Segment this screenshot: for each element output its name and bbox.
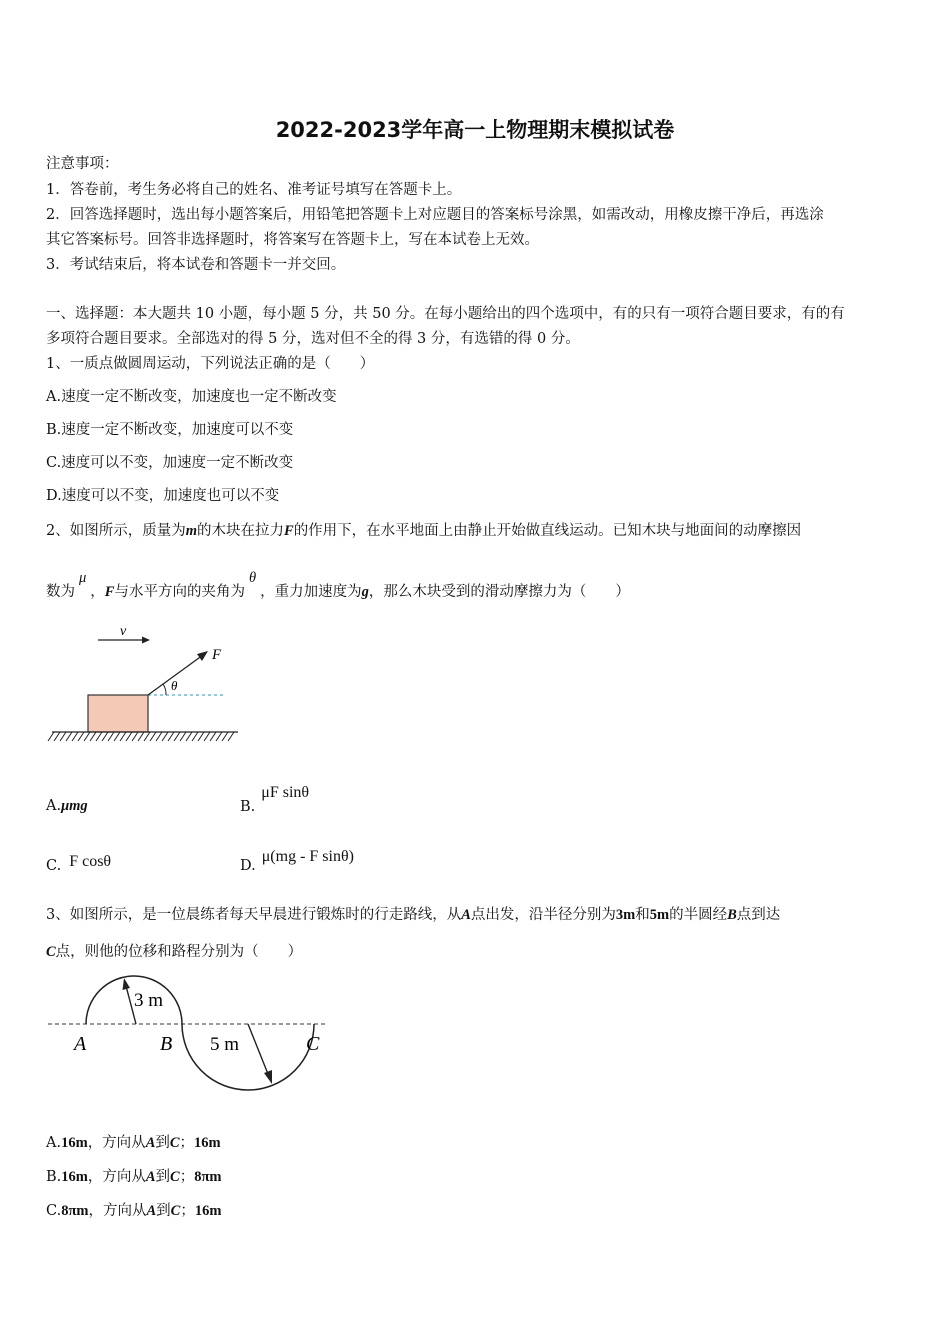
radius-arrowhead-large — [264, 1070, 272, 1084]
point-b: B — [727, 907, 737, 923]
angle-arc — [163, 684, 166, 695]
option-label: A. — [46, 798, 62, 814]
displacement: 16m — [61, 1135, 88, 1151]
hatch-stroke — [150, 732, 156, 741]
hatch-stroke — [138, 732, 144, 741]
hatch-stroke — [78, 732, 84, 741]
hatch-stroke — [48, 732, 54, 741]
point-c: C — [46, 944, 56, 960]
hatch-stroke — [102, 732, 108, 741]
path-length: 16m — [194, 1203, 222, 1219]
stem-text: 点出发，沿半径分别为 — [470, 907, 616, 923]
hatch-stroke — [84, 732, 90, 741]
hatch-stroke — [132, 732, 138, 741]
path-length: 16m — [194, 1135, 221, 1151]
stem-text: ，那么木块受到的滑动摩擦力为（ ） — [368, 584, 630, 600]
hatch-stroke — [90, 732, 96, 741]
option-text: 到 — [155, 1169, 171, 1185]
to-point: C — [170, 1169, 180, 1185]
option-text: ，方向从 — [87, 1169, 146, 1185]
semicircle-path-diagram — [40, 960, 340, 1095]
section-instructions: 多项符合题目要求。全部选对的得 5 分，选对但不全的得 3 分，有选错的得 0 分。 — [46, 331, 580, 347]
question-3-option-c — [46, 1199, 221, 1220]
symbol-F: F — [104, 584, 115, 600]
path-length: 8πm — [194, 1169, 222, 1185]
radius-small: 3m — [615, 907, 636, 923]
stem-text: 的木块在拉力 — [197, 523, 285, 539]
hatch-stroke — [168, 732, 174, 741]
option-value: F cosθ — [69, 853, 112, 870]
option-label: C. — [46, 858, 62, 874]
point-a-label: A — [74, 1033, 87, 1055]
ground-hatching — [48, 732, 234, 741]
stem-text: 点到达 — [736, 907, 781, 923]
from-point: A — [145, 1169, 156, 1185]
question-2-stem-line1 — [46, 519, 801, 540]
question-3-stem-line2 — [46, 940, 302, 961]
velocity-label: v — [120, 624, 127, 639]
symbol-g: g — [361, 584, 369, 600]
hatch-stroke — [222, 732, 228, 741]
option-label: C. — [46, 1203, 62, 1219]
question-1-option-b: B.速度一定不断改变，加速度可以不变 — [46, 422, 294, 438]
option-label: B. — [240, 799, 256, 815]
large-radius-label: 5 m — [210, 1034, 240, 1055]
force-label: F — [212, 647, 222, 663]
stem-text: 3、如图所示，是一位晨练者每天早晨进行锻炼时的行走路线，从 — [46, 907, 462, 923]
hatch-stroke — [228, 732, 234, 741]
wooden-block — [88, 695, 148, 732]
angle-label: θ — [171, 678, 178, 693]
hatch-stroke — [126, 732, 132, 741]
hatch-stroke — [210, 732, 216, 741]
option-value: μ(mg - F sinθ) — [261, 848, 354, 865]
option-text: ； — [179, 1135, 195, 1151]
hatch-stroke — [66, 732, 72, 741]
option-value: μmg — [61, 798, 88, 814]
question-1-option-d: D.速度可以不变，加速度也可以不变 — [46, 488, 280, 504]
option-label: D. — [240, 858, 256, 874]
hatch-stroke — [60, 732, 66, 741]
question-2-option-b — [240, 784, 310, 816]
option-label: A. — [46, 1135, 62, 1151]
radius-large: 5m — [649, 907, 670, 923]
notice-item: 2．回答选择题时，选出每小题答案后，用铅笔把答题卡上对应题目的答案标号涂黑，如需改动，用橡皮擦干净后，再选涂 — [46, 207, 824, 223]
option-text: 到 — [155, 1135, 170, 1151]
symbol-theta: θ — [248, 570, 257, 586]
option-value: μF sinθ — [261, 784, 310, 801]
to-point: C — [170, 1203, 181, 1219]
displacement: 16m — [61, 1169, 88, 1185]
hatch-stroke — [198, 732, 204, 741]
hatch-stroke — [156, 732, 162, 741]
hatch-stroke — [174, 732, 180, 741]
stem-text: 的半圆经 — [669, 907, 728, 923]
question-3-option-a — [46, 1131, 221, 1152]
hatch-stroke — [162, 732, 168, 741]
velocity-arrowhead — [142, 637, 150, 644]
hatch-stroke — [144, 732, 150, 741]
from-point: A — [145, 1135, 156, 1151]
notice-item: 其它答案标号。回答非选择题时，将答案写在答题卡上，写在本试卷上无效。 — [46, 232, 539, 248]
hatch-stroke — [180, 732, 186, 741]
hatch-stroke — [114, 732, 120, 741]
symbol-m: m — [185, 523, 198, 539]
stem-text: 和 — [635, 907, 650, 923]
stem-text: ，重力加速度为 — [260, 584, 362, 600]
notice-item: 1．答卷前，考生务必将自己的姓名、准考证号填写在答题卡上。 — [46, 182, 462, 198]
option-text: 到 — [156, 1203, 171, 1219]
hatch-stroke — [54, 732, 60, 741]
symbol-mu: μ — [79, 570, 87, 586]
point-c-label: C — [306, 1033, 320, 1055]
question-1-stem: 1、一质点做圆周运动，下列说法正确的是（ ） — [46, 356, 375, 372]
hatch-stroke — [186, 732, 192, 741]
hatch-stroke — [216, 732, 222, 741]
stem-text: 2、如图所示，质量为 — [46, 523, 186, 539]
question-1-option-a: A.速度一定不断改变，加速度也一定不断改变 — [46, 389, 337, 405]
from-point: A — [146, 1203, 157, 1219]
question-1-option-c: C.速度可以不变，加速度一定不断改变 — [46, 455, 294, 471]
option-text: ，方向从 — [87, 1135, 146, 1151]
hatch-stroke — [204, 732, 210, 741]
question-2-option-a — [46, 798, 88, 815]
stem-text: 的作用下，在水平地面上由静止开始做直线运动。已知木块与地面间的动摩擦因 — [293, 523, 802, 539]
radius-arrow-large — [248, 1024, 268, 1074]
to-point: C — [169, 1135, 180, 1151]
stem-text: 与水平方向的夹角为 — [114, 584, 245, 600]
displacement: 8πm — [61, 1203, 89, 1219]
large-semicircle — [182, 1024, 314, 1090]
force-arrowhead — [197, 651, 208, 661]
radius-arrowhead-small — [123, 978, 131, 990]
option-text: ； — [180, 1203, 195, 1219]
stem-text: ， — [90, 584, 105, 600]
option-label: B. — [46, 1169, 62, 1185]
section-instructions: 一、选择题：本大题共 10 小题，每小题 5 分，共 50 分。在每小题给出的四个选项中，有的只有一项符合题目要求，有的有 — [46, 306, 845, 322]
question-2-stem-line2 — [46, 570, 630, 601]
notice-item: 3．考试结束后，将本试卷和答题卡一并交回。 — [46, 257, 346, 273]
stem-text: 数为 — [46, 584, 75, 600]
block-force-diagram — [40, 615, 260, 750]
hatch-stroke — [192, 732, 198, 741]
hatch-stroke — [120, 732, 126, 741]
question-3-option-b — [46, 1165, 221, 1186]
page-title: 2022-2023学年高一上物理期末模拟试卷 — [275, 118, 675, 142]
small-radius-label: 3 m — [134, 990, 164, 1011]
point-b-label: B — [160, 1033, 173, 1055]
symbol-F: F — [284, 523, 294, 539]
point-a: A — [461, 907, 471, 923]
option-text: ； — [179, 1169, 195, 1185]
hatch-stroke — [72, 732, 78, 741]
hatch-stroke — [96, 732, 102, 741]
hatch-stroke — [108, 732, 114, 741]
question-3-stem-line1 — [46, 903, 780, 924]
stem-text: 点，则他的位移和路程分别为（ ） — [55, 944, 303, 960]
question-2-option-c — [46, 853, 112, 875]
notice-heading: 注意事项： — [46, 156, 119, 172]
option-text: ，方向从 — [88, 1203, 147, 1219]
question-2-option-d — [240, 848, 354, 875]
